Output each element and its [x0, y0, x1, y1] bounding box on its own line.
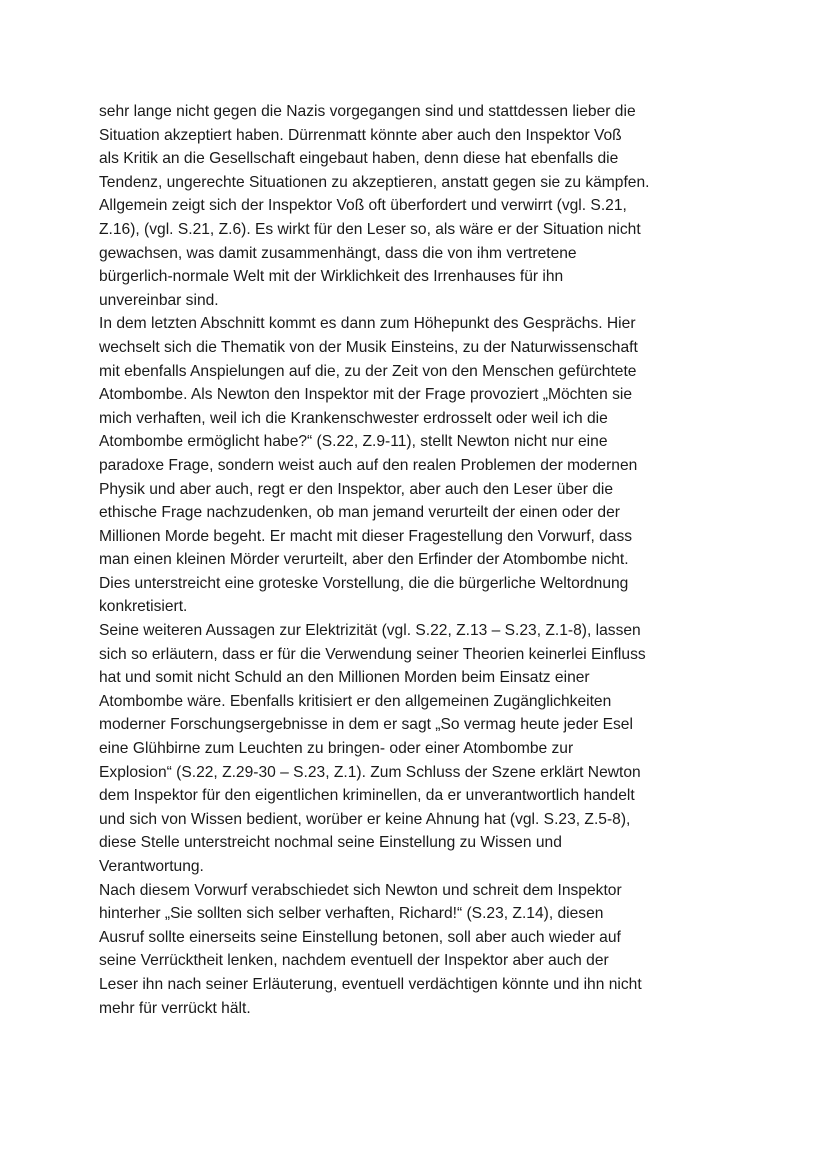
text-line: Leser ihn nach seiner Erläuterung, eventuell verdächtigen könnte und ihn nicht — [99, 975, 642, 993]
text-line: sehr lange nicht gegen die Nazis vorgegangen sind und stattdessen lieber die — [99, 103, 636, 120]
text-line: Situation akzeptiert haben. Dürrenmatt könnte aber auch den Inspektor Voß — [99, 126, 622, 144]
text-line: mich verhaften, weil ich die Krankenschwester erdrosselt oder weil ich die — [99, 409, 608, 427]
text-line: dem Inspektor für den eigentlichen kriminellen, da er unverantwortlich handelt — [99, 787, 635, 805]
text-line: Atombombe wäre. Ebenfalls kritisiert er den allgemeinen Zugänglichkeiten — [99, 692, 612, 710]
text-line: diese Stelle unterstreicht nochmal seine Einstellung zu Wissen und — [99, 834, 562, 852]
text-line: Verantwortung. — [99, 858, 204, 875]
text-line: unvereinbar sind. — [99, 291, 219, 309]
text-line: Nach diesem Vorwurf verabschiedet sich Newton und schreit dem Inspektor — [99, 881, 622, 899]
document-body — [99, 100, 739, 1020]
text-line: hat und somit nicht Schuld an den Millionen Morden beim Einsatz einer — [99, 669, 590, 687]
text-line: Atombombe. Als Newton den Inspektor mit der Frage provoziert „Möchten sie — [99, 386, 633, 404]
text-line: gewachsen, was damit zusammenhängt, dass die von ihm vertretene — [99, 244, 577, 262]
text-line: als Kritik an die Gesellschaft eingebaut haben, denn diese hat ebenfalls die — [99, 150, 619, 168]
text-line: bürgerlich-normale Welt mit der Wirklichkeit des Irrenhauses für ihn — [99, 268, 564, 286]
text-line: konkretisiert. — [99, 598, 188, 616]
text-line: eine Glühbirne zum Leuchten zu bringen- oder einer Atombombe zur — [99, 740, 574, 758]
text-line: mit ebenfalls Anspielungen auf die, zu der Zeit von den Menschen gefürchtete — [99, 362, 637, 380]
text-line: Allgemein zeigt sich der Inspektor Voß oft überfordert und verwirrt (vgl. S.21, — [99, 197, 627, 215]
text-line: hinterher „Sie sollten sich selber verhaften, Richard!“ (S.23, Z.14), diesen — [99, 905, 604, 923]
text-line: Tendenz, ungerechte Situationen zu akzeptieren, anstatt gegen sie zu kämpfen. — [99, 173, 650, 191]
text-line: und sich von Wissen bedient, worüber er keine Ahnung hat (vgl. S.23, Z.5-8), — [99, 810, 631, 828]
text-line: wechselt sich die Thematik von der Musik Einsteins, zu der Naturwissenschaft — [99, 338, 638, 356]
text-line: Millionen Morde begeht. Er macht mit dieser Fragestellung den Vorwurf, dass — [99, 527, 633, 545]
text-line: man einen kleinen Mörder verurteilt, aber den Erfinder der Atombombe nicht. — [99, 551, 629, 569]
text-line: Explosion“ (S.22, Z.29-30 – S.23, Z.1). Zum Schluss der Szene erklärt Newton — [99, 763, 641, 781]
text-line: Seine weiteren Aussagen zur Elektrizität (vgl. S.22, Z.13 – S.23, Z.1-8), lassen — [99, 622, 641, 640]
text-line: Physik und aber auch, regt er den Inspektor, aber auch den Leser über die — [99, 480, 614, 498]
text-line: ethische Frage nachzudenken, ob man jemand verurteilt der einen oder der — [99, 504, 620, 522]
text-line: Dies unterstreicht eine groteske Vorstellung, die die bürgerliche Weltordnung — [99, 574, 629, 592]
text-line: paradoxe Frage, sondern weist auch auf den realen Problemen der modernen — [99, 456, 638, 474]
text-line: mehr für verrückt hält. — [99, 999, 251, 1017]
text-line: Z.16), (vgl. S.21, Z.6). Es wirkt für den Leser so, als wäre er der Situation nicht — [99, 220, 641, 238]
text-line: Ausruf sollte einerseits seine Einstellung betonen, soll aber auch wieder auf — [99, 928, 621, 946]
text-line: In dem letzten Abschnitt kommt es dann zum Höhepunkt des Gesprächs. Hier — [99, 315, 636, 333]
text-line: Atombombe ermöglicht habe?“ (S.22, Z.9-11), stellt Newton nicht nur eine — [99, 433, 608, 451]
text-line: seine Verrücktheit lenken, nachdem eventuell der Inspektor aber auch der — [99, 952, 609, 970]
text-line: sich so erläutern, dass er für die Verwendung seiner Theorien keinerlei Einfluss — [99, 645, 646, 663]
text-line: moderner Forschungsergebnisse in dem er sagt „So vermag heute jeder Esel — [99, 716, 633, 734]
